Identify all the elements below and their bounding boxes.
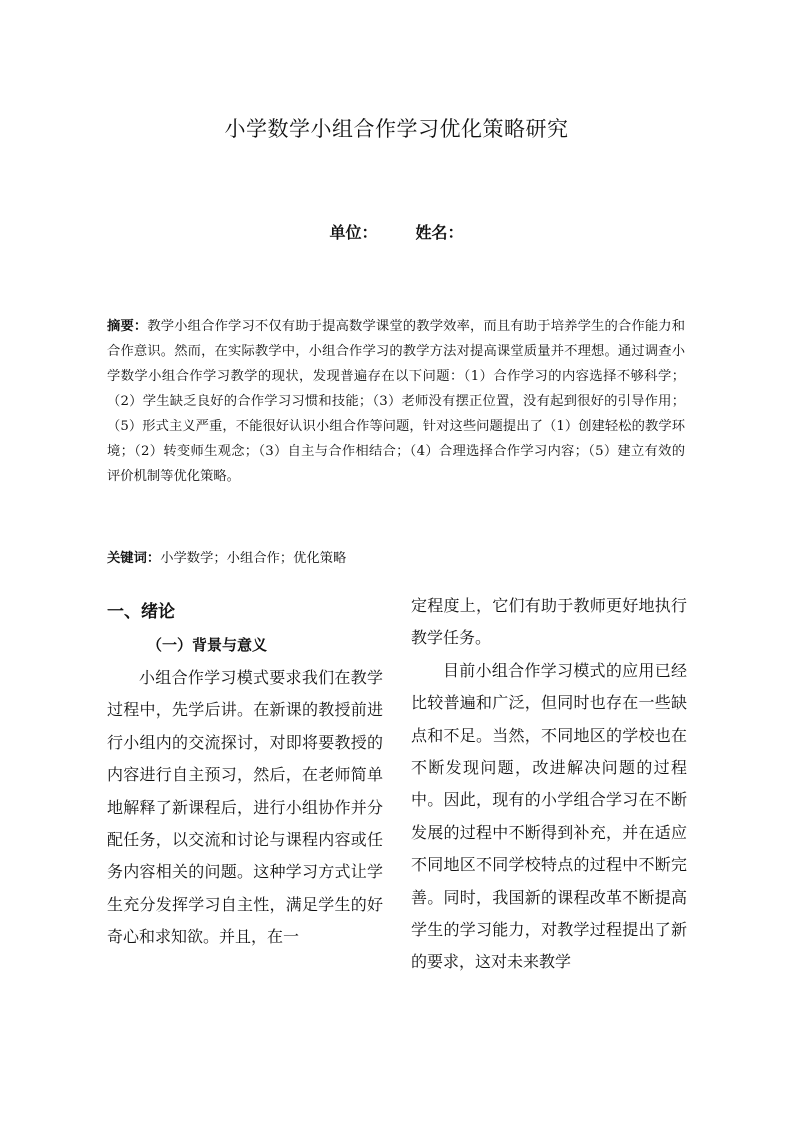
abstract-label: 摘要： [107, 319, 148, 334]
name-label: 姓名： [415, 223, 464, 242]
abstract-text: 教学小组合作学习不仅有助于提高数学课堂的教学效率，而且有助于培养学生的合作能力和合作意识。然而，在实际教学中，小组合作学习的教学方法对提高课堂质量并不理想。通过调查小学数学小组合作学习教学的现状，发现普遍存在以下问题：（1）合作学习的内容选择不够科学；（2）学生缺乏良好的合作学习习惯和技能；（3）老师没有摆正位置，没有起到很好的引导作用；（5）形式主义严重，不能很好认识小组合作等问题，针对这些问题提出了（1）创建轻松的教学环境；（2）转变师生观念；（3）自主与合作相结合；（4）合理选择合作学习内容；（5）建立有效的评价机制等优化策略。 [107, 319, 686, 484]
author-line [0, 220, 793, 243]
keywords-text: 小学数学；小组合作；优化策略 [160, 551, 347, 566]
section-heading: 一、绪论 [107, 602, 175, 622]
keywords-label: 关键词： [107, 551, 161, 566]
body-paragraph: 小组合作学习模式要求我们在教学过程中，先学后讲。在新课的教授前进行小组内的交流探讨，对即将要教授的内容进行自主预习，然后，在老师简单地解释了新课程后，进行小组协作并分配任务，以交流和讨论与课程内容或任务内容相关的问题。这种学习方式让学生充分发挥学习自主性，满足学生的好奇心和求知欲。并且，在一 [107, 668, 383, 947]
abstract [107, 314, 685, 489]
body-paragraph: 目前小组合作学习模式的应用已经比较普遍和广泛，但同时也存在一些缺点和不足。当然，不同地区的学校也在不断发现问题，改进解决问题的过程中。因此，现有的小学组合学习在不断发展的过程中不断得到补充，并在适应不同地区不同学校特点的过程中不断完善。同时，我国新的课程改革不断提高学生的学习能力，对教学过程提出了新的要求，这对未来教学 [411, 660, 687, 972]
keywords [107, 547, 685, 566]
left-column [107, 590, 383, 954]
right-column [411, 590, 687, 979]
subsection-heading: （一）背景与意义 [147, 636, 268, 654]
body-paragraph-continued: 定程度上，它们有助于教师更好地执行教学任务。 [411, 596, 687, 648]
paper-title: 小学数学小组合作学习优化策略研究 [224, 117, 569, 141]
unit-label: 单位： [329, 223, 378, 242]
